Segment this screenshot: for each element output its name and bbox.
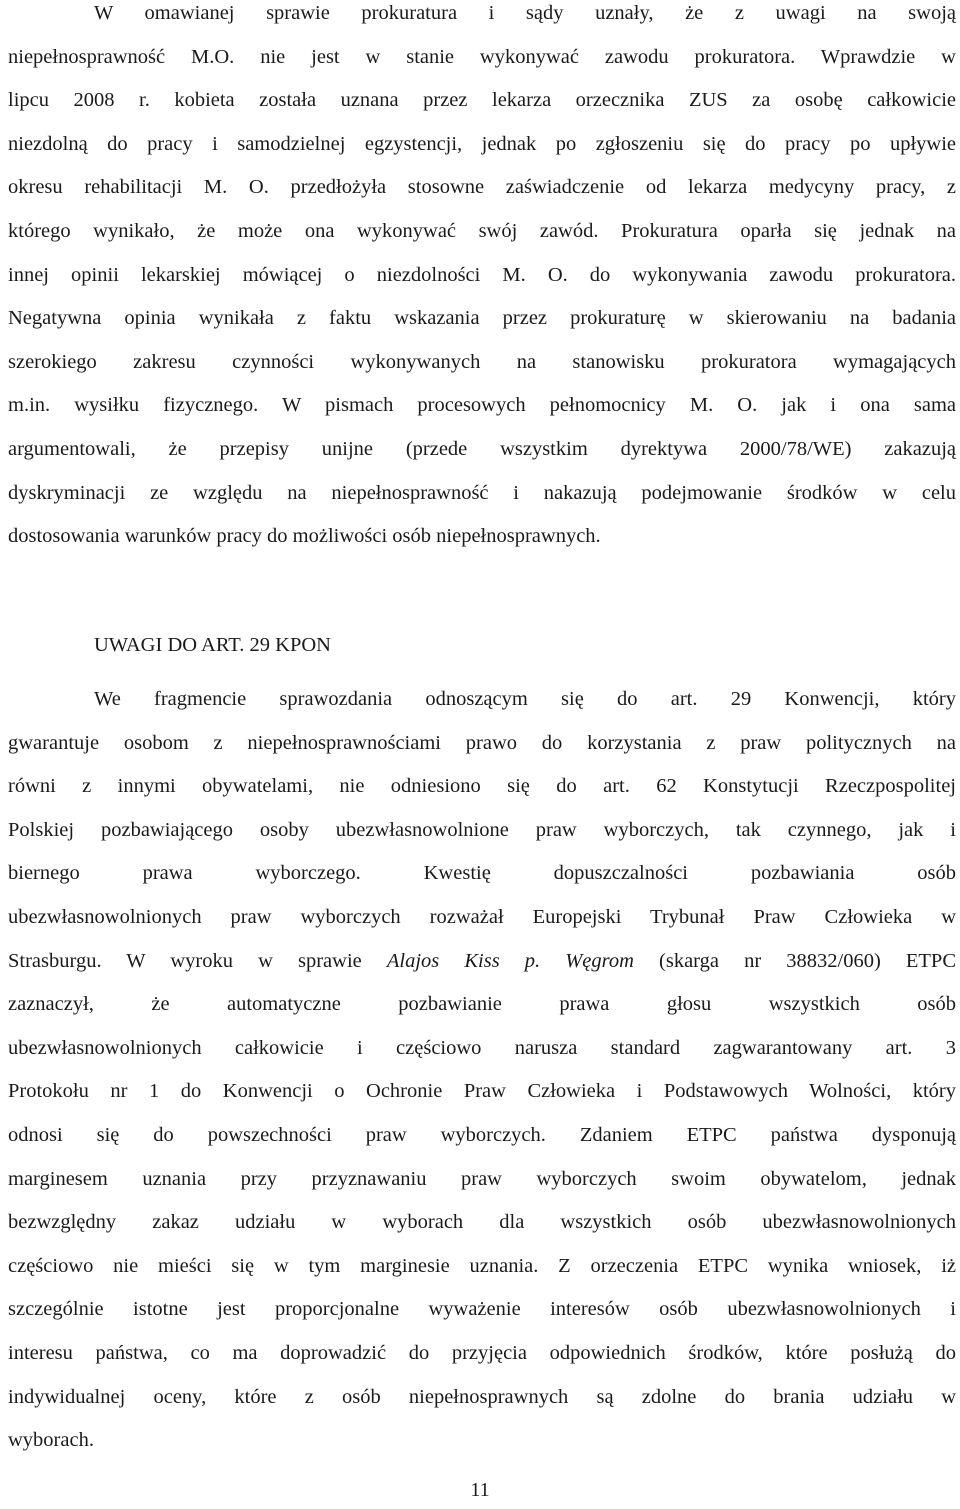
paragraph-line: niepełnosprawność M.O. nie jest w stanie wykonywać zawodu prokuratora. Wprawdzie w <box>8 45 956 68</box>
paragraph-line: równi z innymi obywatelami, nie odniesiono się do art. 62 Konstytucji Rzeczpospolitej <box>8 775 956 798</box>
paragraph-line: marginesem uznania przy przyznawaniu praw wyborczych swoim obywatelom, jednak <box>8 1167 956 1190</box>
page-number: 11 <box>470 1479 490 1501</box>
paragraph-line: m.in. wysiłku fizycznego. W pismach procesowych pełnomocnicy M. O. jak i ona sama <box>8 394 956 417</box>
case-name-italic: Alajos Kiss p. Węgrom <box>386 949 634 972</box>
paragraph-line: We fragmencie sprawozdania odnoszącym się do art. 29 Konwencji, który <box>94 688 956 710</box>
paragraph-line: szerokiego zakresu czynności wykonywanych na stanowisku prokuratora wymagających <box>8 350 956 373</box>
paragraph-line: interesu państwa, co ma doprowadzić do przyjęcia odpowiednich środków, które posłużą do <box>8 1341 956 1364</box>
paragraph-line: okresu rehabilitacji M. O. przedłożyła stosowne zaświadczenie od lekarza medycyny pracy, z <box>8 176 956 199</box>
line-text: Strasburgu. W wyroku w sprawie <box>8 949 387 972</box>
paragraph-line: dyskryminacji ze względu na niepełnosprawność i nakazują podejmowanie środków w celu <box>8 481 956 504</box>
paragraph-line: zaznaczył, że automatyczne pozbawianie prawa głosu wszystkich osób <box>8 993 956 1016</box>
section-heading: UWAGI DO ART. 29 KPON <box>94 634 331 656</box>
paragraph-line: odnosi się do powszechności praw wyborczych. Zdaniem ETPC państwa dysponują <box>8 1123 956 1146</box>
paragraph-line: częściowo nie mieści się w tym marginesie uznania. Z orzeczenia ETPC wynika wniosek, iż <box>8 1254 956 1277</box>
paragraph-line: W omawianej sprawie prokuratura i sądy uznały, że z uwagi na swoją <box>94 2 956 24</box>
paragraph-line: ubezwłasnowolnionych praw wyborczych rozważał Europejski Trybunał Praw Człowieka w <box>8 905 956 928</box>
paragraph-line <box>8 940 956 984</box>
paragraph-line: niezdolną do pracy i samodzielnej egzystencji, jednak po zgłoszeniu się do pracy po upływie <box>8 132 956 155</box>
paragraph-line: Protokołu nr 1 do Konwencji o Ochronie Praw Człowieka i Podstawowych Wolności, który <box>8 1080 956 1103</box>
paragraph-line: ubezwłasnowolnionych całkowicie i częściowo narusza standard zagwarantowany art. 3 <box>8 1036 956 1059</box>
paragraph-line: bezwzględny zakaz udziału w wyborach dla wszystkich osób ubezwłasnowolnionych <box>8 1211 956 1234</box>
paragraph-line: argumentowali, że przepisy unijne (przede wszystkim dyrektywa 2000/78/WE) zakazują <box>8 437 956 460</box>
paragraph-line: wyborach. <box>8 1429 94 1452</box>
paragraph-line: dostosowania warunków pracy do możliwości osób niepełnosprawnych. <box>8 525 601 548</box>
paragraph-line: Negatywna opinia wynikała z faktu wskazania przez prokuraturę w skierowaniu na badania <box>8 307 956 330</box>
paragraph-line: którego wynikało, że może ona wykonywać swój zawód. Prokuratura oparła się jednak na <box>8 219 956 242</box>
paragraph-art29-commentary <box>8 678 956 1463</box>
paragraph-line: Polskiej pozbawiającego osoby ubezwłasnowolnione praw wyborczych, tak czynnego, jak i <box>8 818 956 841</box>
line-text: (skarga nr 38832/060) ETPC <box>633 949 956 972</box>
paragraph-line: lipcu 2008 r. kobieta została uznana przez lekarza orzecznika ZUS za osobę całkowicie <box>8 89 956 112</box>
paragraph-line: szczególnie istotne jest proporcjonalne wyważenie interesów osób ubezwłasnowolnionych i <box>8 1298 956 1321</box>
paragraph-line: biernego prawa wyborczego. Kwestię dopuszczalności pozbawiania osób <box>8 862 956 885</box>
paragraph-line: innej opinii lekarskiej mówiącej o niezdolności M. O. do wykonywania zawodu prokuratora. <box>8 263 956 286</box>
paragraph-case-description <box>8 0 956 559</box>
paragraph-line: indywidualnej oceny, które z osób niepełnosprawnych są zdolne do brania udziału w <box>8 1385 956 1408</box>
paragraph-line: gwarantuje osobom z niepełnosprawnościami prawo do korzystania z praw politycznych na <box>8 731 956 754</box>
